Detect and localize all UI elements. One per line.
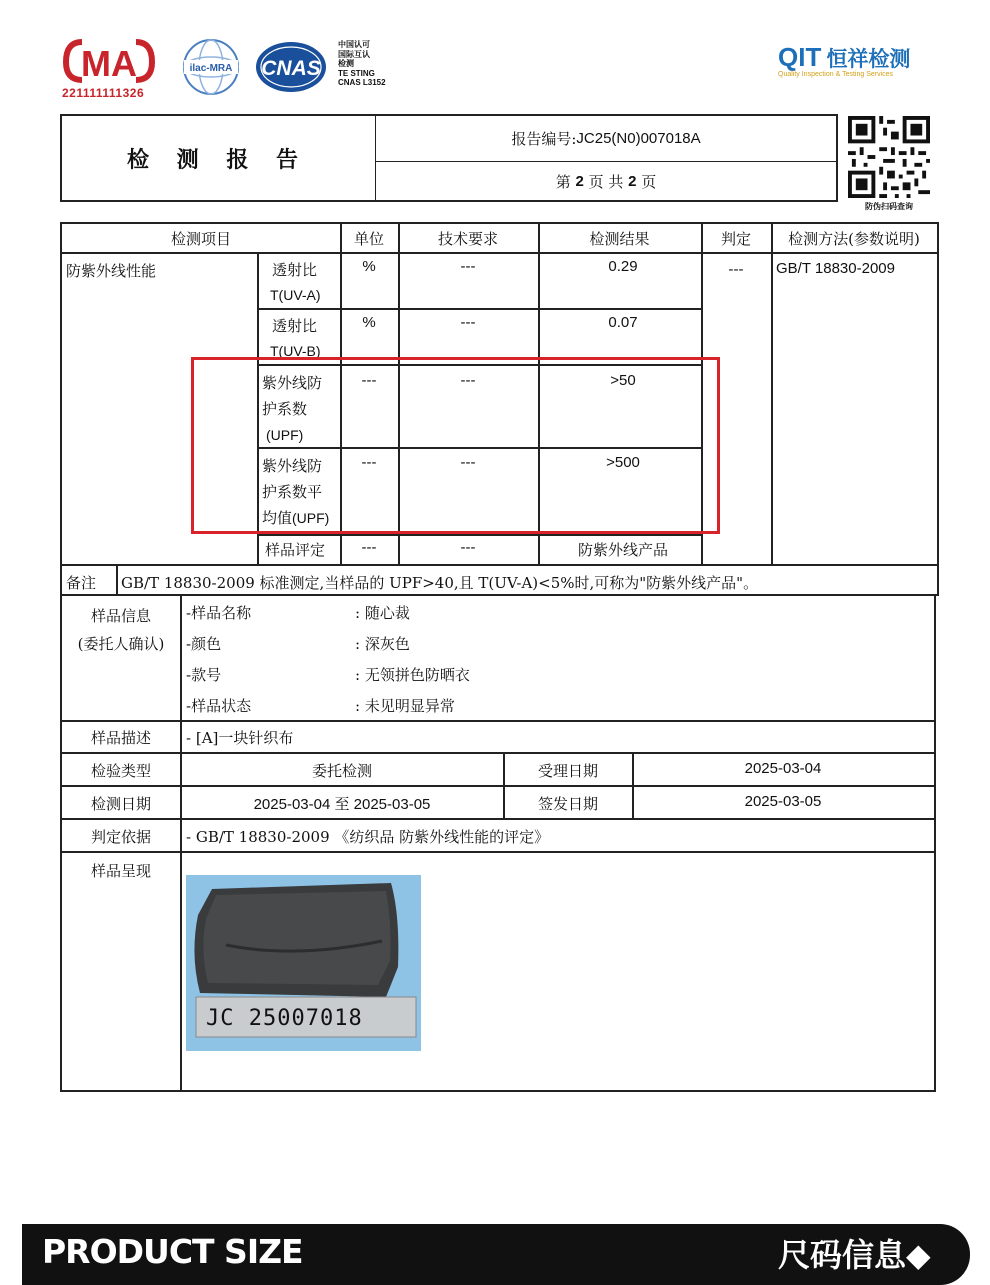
req-cell: --- [460,454,476,471]
result-cell: 0.29 [608,258,638,275]
req-cell: --- [460,539,476,556]
field-state-key: -样品状态 [186,697,252,715]
unit-cell: --- [361,539,377,556]
col-header-requirement: 技术要求 [437,230,498,248]
cnas-accreditation-text: 中国认可 国际互认 检测 TE STING CNAS L3152 [338,40,386,87]
ilac-logo-text: ilac-MRA [189,63,233,74]
result-cell: 0.07 [608,314,638,331]
received-value: 2025-03-04 [744,760,822,777]
cnas-logo-text: CNAS [261,57,321,80]
field-color-value: : 深灰色 [355,635,410,653]
col-header-unit: 单位 [353,230,384,248]
unit-cell: % [362,258,376,275]
table-row: 样品评定 [265,541,326,559]
table-row: 紫外线防 护系数平 均值(UPF) [262,457,330,527]
qit-logo [778,42,910,78]
sample-photo [186,875,421,1051]
page-count-row: 第 2 页 共 2 页 [555,172,657,191]
table-row: 透射比 T(UV-A) [270,261,321,303]
banner-title-en: PRODUCT SIZE [42,1232,303,1271]
field-color-key: -颜色 [186,635,222,653]
report-number-row: 报告编号: JC25(N0)007018A [376,116,836,162]
report-number: JC25(N0)007018A [576,130,701,147]
desc-label: 样品描述 [90,729,151,747]
unit-cell: --- [361,372,377,389]
field-name-key: -样品名称 [186,604,252,622]
category-cell: 防紫外线性能 [66,262,157,280]
sample-info-label: 样品信息 (委托人确认) [77,607,165,653]
field-style-value: : 无领拼色防晒衣 [355,666,470,684]
field-state-value: : 未见明显异常 [355,697,455,715]
note-label: 备注 [66,574,97,592]
received-label: 受理日期 [537,762,598,780]
unit-cell: % [362,314,376,331]
qit-subtitle: Quality Inspection & Testing Services [778,71,894,78]
req-cell: --- [460,372,476,389]
cma-number: 221111111326 [62,86,145,100]
highlight-box [191,357,720,534]
col-header-result: 检测结果 [589,230,650,248]
sample-tag: JC 25007018 [206,1005,363,1031]
type-label: 检验类型 [90,762,151,780]
req-cell: --- [460,258,476,275]
result-cell: >500 [606,454,640,471]
qr-label: 防伪扫码查询 [865,201,913,211]
issue-value: 2025-03-05 [744,793,822,810]
col-header-item: 检测项目 [170,230,231,248]
table-row: 紫外线防 护系数 (UPF) [262,374,323,443]
col-header-method: 检测方法(参数说明) [788,230,920,248]
field-style-key: -款号 [186,666,222,684]
banner-title-cn: 尺码信息◆ [778,1236,931,1274]
test-date-label: 检测日期 [90,795,151,813]
photo-label: 样品呈现 [90,862,151,880]
qr-code[interactable] [848,116,930,198]
method-cell: GB/T 18830-2009 [776,260,895,277]
unit-cell: --- [361,454,377,471]
basis-value: - GB/T 18830-2009 《纺织品 防紫外线性能的评定》 [186,828,550,846]
report-title: 检 测 报 告 [60,114,376,202]
result-cell: >50 [610,372,636,389]
field-name-value: : 随心裁 [355,604,410,622]
issue-label: 签发日期 [537,795,598,813]
qit-name: 恒祥检测 [826,46,911,71]
req-cell: --- [460,314,476,331]
basis-label: 判定依据 [90,828,151,846]
ilac-mra-logo [180,38,242,96]
judgement-cell: --- [728,260,744,278]
note-text: GB/T 18830-2009 标准测定,当样品的 UPF>40,且 T(UV-A)<5%时,可称为"防紫外线产品"。 [121,574,759,592]
cma-logo-text: MA [81,43,137,84]
type-value: 委托检测 [311,762,372,780]
qit-brand: QIT [778,42,822,72]
result-cell: 防紫外线产品 [577,541,668,559]
test-date-value: 2025-03-04 至 2025-03-05 [253,796,431,813]
col-header-judgement: 判定 [720,230,751,248]
table-row: 透射比 T(UV-B) [270,317,321,359]
desc-value: - [A]一块针织布 [186,729,294,747]
cnas-logo [254,40,328,94]
